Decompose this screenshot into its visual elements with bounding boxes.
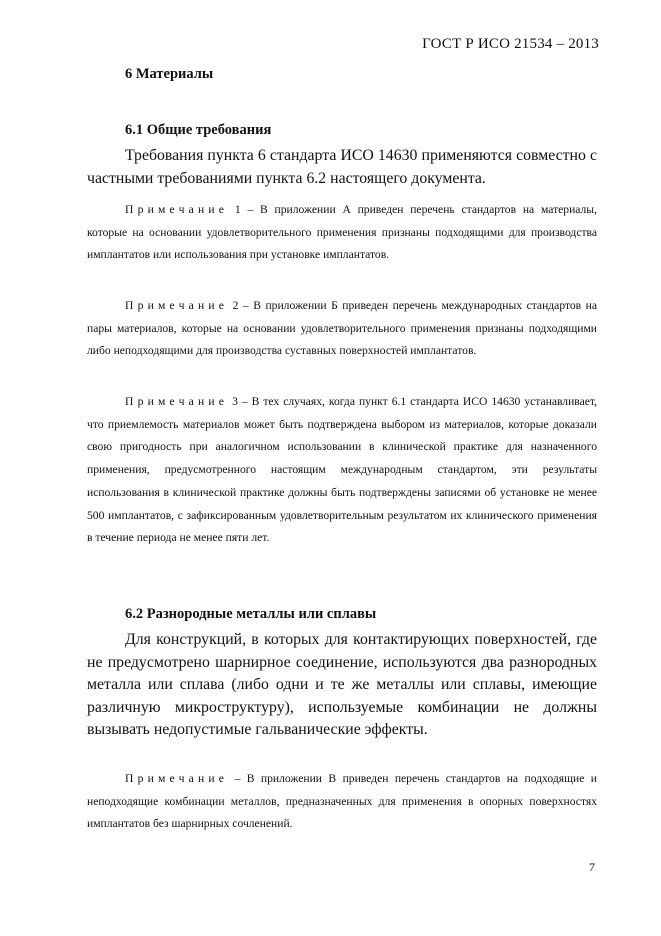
note-label: Примечание [125, 203, 229, 216]
paragraph-6-1: Требования пункта 6 стандарта ИСО 14630 применяются совместно с частными требованиями пункта 6.2 настоящего документа. [87, 147, 597, 187]
note-1 [87, 199, 597, 267]
note-text: – В приложении В приведен перечень стандартов на подходящие и неподходящие комбинации металлов, предназначенных для применения в опорных поверхностях имплантатов без шарнирных сочленений. [87, 772, 597, 831]
section-title: 6 Материалы [125, 66, 214, 82]
paragraph-6-2: Для конструкций, в которых для контактирующих поверхностей, где не предусмотрено шарнирное соединение, используются два разнородных металла или сплава (либо одни и те же металлы или сплавы, имеющие различную микроструктуру), используемые комбинации не должны вызывать недопустимые гальванические эффекты. [87, 631, 597, 739]
subsection-title-6-1: 6.1 Общие требования [125, 122, 272, 138]
page-number: 7 [589, 860, 595, 874]
note-6-2 [87, 768, 597, 836]
standard-header: ГОСТ Р ИСО 21534 – 2013 [422, 36, 599, 52]
note-2 [87, 295, 597, 363]
subsection-title-6-2: 6.2 Разнородные металлы или сплавы [125, 606, 377, 622]
note-label: Примечание [125, 395, 229, 408]
note-text: 1 – В приложении А приведен перечень стандартов на материалы, которые на основании удовлетворительного применения признаны подходящими для производства имплантатов или использования при установке имплантатов. [87, 203, 597, 262]
note-text: 3 – В тех случаях, когда пункт 6.1 стандарта ИСО 14630 устанавливает, что приемлемость материалов может быть подтверждена выбором из материалов, которые доказали свою пригодность при аналогичном использовании в клинической практике для назначенного применения, предусмотренного настоящим международным стандартом, эти результаты использования в клинической практике должны быть подтверждены записями об установке не менее 500 имплантатов, с зафиксированным удовлетворительным результатом их клинического применения в течение периода не менее пяти лет. [87, 395, 597, 545]
note-label: Примечание [125, 772, 229, 785]
note-text: 2 – В приложении Б приведен перечень международных стандартов на пары материалов, которые на основании удовлетворительного применения признаны подходящими либо неподходящими для производства суставных поверхностей имплантатов. [87, 299, 597, 358]
note-label: Примечание [125, 299, 229, 312]
note-3 [87, 391, 597, 550]
